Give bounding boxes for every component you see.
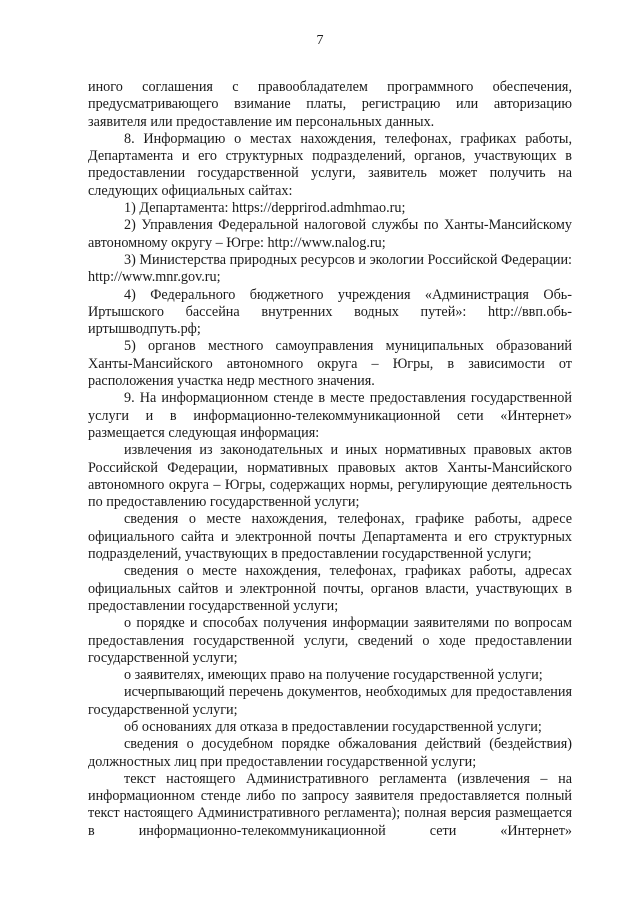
paragraph: исчерпывающий перечень документов, необходимых для предоставления государственной услуги; — [88, 684, 572, 718]
paragraph: 2) Управления Федеральной налоговой службы по Ханты-Мансийскому автономному округу – Югре: http://www.nalog.ru; — [88, 217, 572, 251]
paragraph: извлечения из законодательных и иных нормативных правовых актов Российской Федерации, нормативных правовых актов Ханты-Мансийского автономного округа – Югры, содержащих нормы, регулирующие деятельность по предоставлению государственной услуги; — [88, 442, 572, 511]
paragraph: текст настоящего Административного регламента (извлечения – на информационном стенде либо по запросу заявителя предоставляется полный текст настоящего Административного регламента); полная версия размещается в информационно-телекоммуникационной сети «Интернет» — [88, 770, 572, 839]
document-body — [88, 79, 572, 840]
paragraph: 1) Департамента: https://depprirod.admhmao.ru; — [124, 200, 406, 217]
paragraph: 8. Информацию о местах нахождения, телефонах, графиках работы, Департамента и его структурных подразделений, органов, участвующих в предоставлении государственной услуги, заявитель может получить на следующих официальных сайтах: — [88, 130, 572, 199]
paragraph: сведения о месте нахождения, телефонах, графике работы, адресе официального сайта и электронной почты Департамента и его структурных подразделений, участвующих в предоставлении государственной услуги; — [88, 511, 572, 563]
paragraph: 5) органов местного самоуправления муниципальных образований Ханты-Мансийского автономного округа – Югры, в зависимости от расположения участка недр местного значения. — [88, 338, 572, 390]
paragraph: сведения о месте нахождения, телефонах, графиках работы, адресах официальных сайтов и электронной почты, органов власти, участвующих в предоставлении государственной услуги; — [88, 563, 572, 614]
paragraph: 3) Министерства природных ресурсов и экологии Российской Федерации: http://www.mnr.gov.ru; — [88, 251, 572, 286]
paragraph: сведения о досудебном порядке обжалования действий (бездействия) должностных лиц при предоставлении государственной услуги; — [88, 736, 572, 770]
paragraph: 9. На информационном стенде в месте предоставления государственной услуги и в информационно-телекоммуникационной сети «Интернет» размещается следующая информация: — [88, 390, 572, 441]
paragraph: о порядке и способах получения информации заявителями по вопросам предоставления государственной услуги, сведений о ходе предоставлении государственной услуги; — [88, 615, 572, 666]
paragraph: о заявителях, имеющих право на получение государственной услуги; — [124, 667, 543, 684]
paragraph: 4) Федерального бюджетного учреждения «Администрация Обь-Иртышского бассейна внутренних водных путей»: http://ввп.обь-иртышводпуть.рф; — [88, 286, 572, 338]
paragraph: об основаниях для отказа в предоставлении государственной услуги; — [124, 718, 542, 735]
paragraph: иного соглашения с правообладателем программного обеспечения, предусматривающего взимание платы, регистрацию или авторизацию заявителя или предоставление им персональных данных. — [88, 79, 572, 130]
page-number: 7 — [316, 33, 324, 48]
